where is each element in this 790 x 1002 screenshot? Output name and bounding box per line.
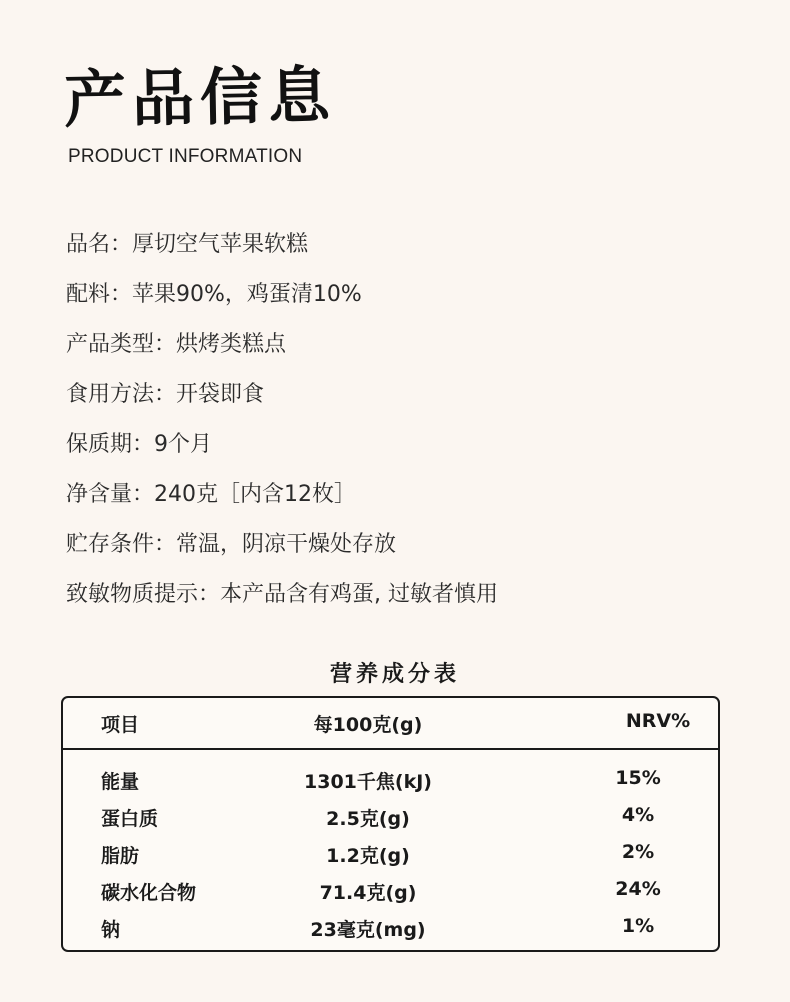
table-row [63,800,718,837]
info-value: 常温，阴凉干燥处存放 [176,532,397,557]
info-label: 净含量： [66,482,155,507]
info-value: 厚切空气苹果软糕 [132,232,309,257]
info-value: 苹果90%，鸡蛋清10% [132,282,362,307]
nutrition-table [61,696,720,952]
table-header-row [63,698,718,750]
row-item: 蛋白质 [101,808,159,830]
row-item: 钠 [101,919,121,941]
row-amount: 1301千焦(kJ) [304,771,432,793]
row-item: 碳水化合物 [101,882,197,904]
header-cell-nrv: NRV% [625,710,691,732]
table-row [63,874,718,911]
table-row [63,763,718,800]
header-cell-item: 项目 [101,714,140,736]
info-label: 保质期： [66,432,155,457]
info-label: 产品类型： [66,332,177,357]
row-amount: 23毫克(mg) [310,919,426,941]
info-item-storage [66,522,498,572]
row-nrv: 2% [621,841,655,863]
info-item-allergen [66,572,498,622]
row-nrv: 24% [615,878,661,900]
nutrition-table-title: 营养成分表 [329,662,460,687]
info-item-net-content [66,472,498,522]
info-item-ingredients [66,272,498,322]
table-row [63,911,718,948]
info-item-type [66,322,498,372]
info-label: 食用方法： [66,382,177,407]
product-info-list [66,222,498,622]
info-label: 致敏物质提示： [66,582,221,607]
row-amount: 1.2克(g) [326,845,410,867]
table-row [63,837,718,874]
header-cell-per-100g: 每100克(g) [313,714,423,736]
page-title: 产品信息 [63,58,337,137]
info-value: 9个月 [154,432,213,457]
page-subtitle: PRODUCT INFORMATION [68,146,303,167]
info-label: 贮存条件： [66,532,177,557]
info-label: 品名： [66,232,133,257]
row-item: 能量 [101,771,140,793]
info-item-shelf-life [66,422,498,472]
row-amount: 71.4克(g) [319,882,417,904]
row-nrv: 1% [621,915,655,937]
row-amount: 2.5克(g) [326,808,410,830]
row-nrv: 4% [621,804,655,826]
info-label: 配料： [66,282,133,307]
row-item: 脂肪 [101,845,140,867]
info-item-usage [66,372,498,422]
info-item-name [66,222,498,272]
info-value: 烘烤类糕点 [176,332,287,357]
info-value: 开袋即食 [176,382,265,407]
info-value: 本产品含有鸡蛋, 过敏者慎用 [220,582,499,607]
row-nrv: 15% [615,767,661,789]
info-value: 240克［内含12枚］ [154,482,357,507]
